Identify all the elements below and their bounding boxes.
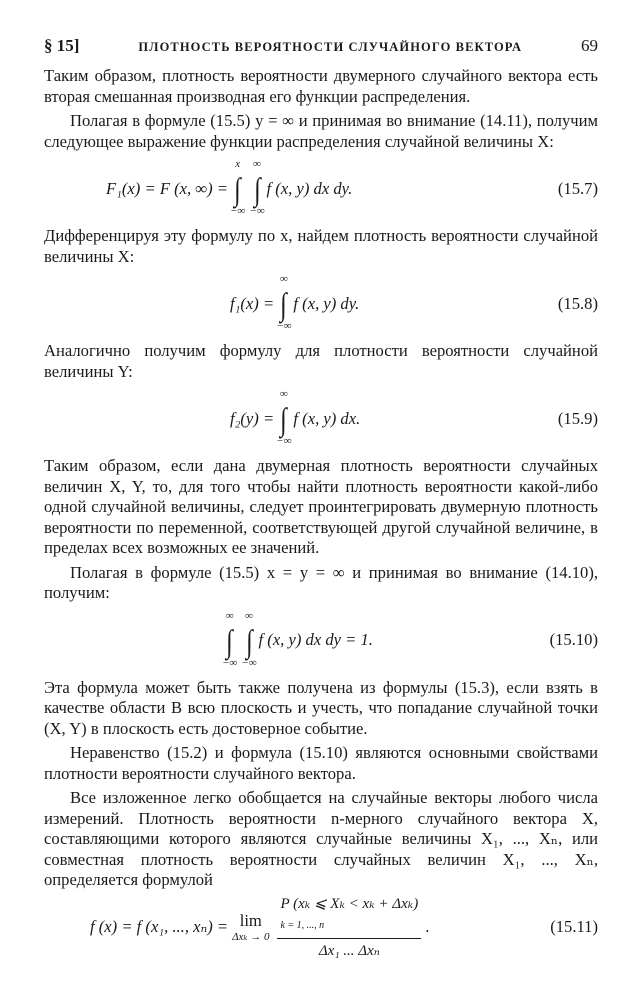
equation-15-11 [44,891,598,965]
integral-sign: ∞ ∫ −∞ [276,273,292,332]
paragraph-2: Полагая в формуле (15.5) y = ∞ и принимая во внимание (14.11), получим следующее выражение функции распределения случайной величины X: [44,111,598,151]
numerator-subscript: k = 1, ..., n [280,920,325,932]
page [44,36,598,965]
eq-lhs: f₁(x) = [230,293,275,313]
equation-number: (15.11) [550,917,598,937]
paragraph-5: Таким образом, если дана двумерная плотность вероятности случайных величин X, Y, то, для того чтобы найти плотность вероятности какой-либо одной случайной величины, следует проинтегрировать двумерную плотность вероятности по переменной, соответствующей другой случайной величине, в пределах всех возможных ее значений. [44,456,598,557]
integral-sign: x ∫ −∞ [230,158,246,217]
fraction [277,894,421,962]
integral-sign: ∞ ∫ −∞ [276,388,292,447]
numerator: P (xₖ ⩽ Xₖ < xₖ + Δxₖ) [280,895,419,912]
paragraph-3: Дифференцируя эту формулу по x, найдем плотность вероятности случайной величины X: [44,226,598,266]
running-header [44,36,598,66]
paragraph-8: Неравенство (15.2) и формула (15.10) являются основными свойствами плотности вероятности случайного вектора. [44,743,598,783]
eq-integrand: f (x, y) dx. [293,408,361,428]
paragraph-7: Эта формула может быть также получена из формулы (15.3), если взять в качестве области B всю плоскость и учесть, что попадание случайной точки (X, Y) в плоскость есть достоверное событие. [44,677,598,738]
equation-15-10 [44,604,598,678]
equation-number: (15.7) [557,178,598,198]
period: . [425,917,430,937]
eq-integrand: f (x, y) dx dy = 1. [258,630,373,650]
eq-integrand: f (x, y) dx dy. [266,178,353,198]
eq-integrand: f (x, y) dy. [293,293,360,313]
page-number: 69 [581,36,598,55]
integral-sign: ∞ ∫ −∞ [241,609,257,669]
eq-lhs: f (x) = f (x₁, ..., xₙ) = [90,917,229,937]
paragraph-9: Все изложенное легко обобщается на случайные векторы любого числа измерений. Плотность вероятности n-мерного случайного вектора X, составляющими которого являются случайные величины X₁, ..., Xₙ, или совместная плотность вероятности случайных величин X₁, ..., Xₙ, определяется формулой [44,788,598,889]
limit-operator: lim Δxₖ → 0 [232,911,270,943]
running-title: ПЛОТНОСТЬ ВЕРОЯТНОСТИ СЛУЧАЙНОГО ВЕКТОРА [138,40,523,54]
equation-15-7 [44,152,598,226]
eq-lhs: F₁(x) = F (x, ∞) = [106,178,228,198]
equation-number: (15.9) [557,408,598,428]
equation-number: (15.8) [557,293,598,313]
equation-number: (15.10) [549,630,598,650]
integral-sign: ∞ ∫ −∞ [249,158,265,217]
equation-15-9 [44,382,598,456]
section-number: § 15] [44,36,80,55]
equation-15-8 [44,267,598,341]
paragraph-6: Полагая в формуле (15.5) x = y = ∞ и принимая во внимание (14.10), получим: [44,562,598,602]
paragraph-1: Таким образом, плотность вероятности двумерного случайного вектора есть вторая смешанная производная его функции распределения. [44,66,598,106]
eq-lhs: f₂(y) = [230,408,275,428]
denominator: Δx₁ ... Δxₙ [318,942,380,959]
integral-sign: ∞ ∫ −∞ [222,609,238,669]
paragraph-4: Аналогично получим формулу для плотности вероятности случайной величины Y: [44,341,598,381]
